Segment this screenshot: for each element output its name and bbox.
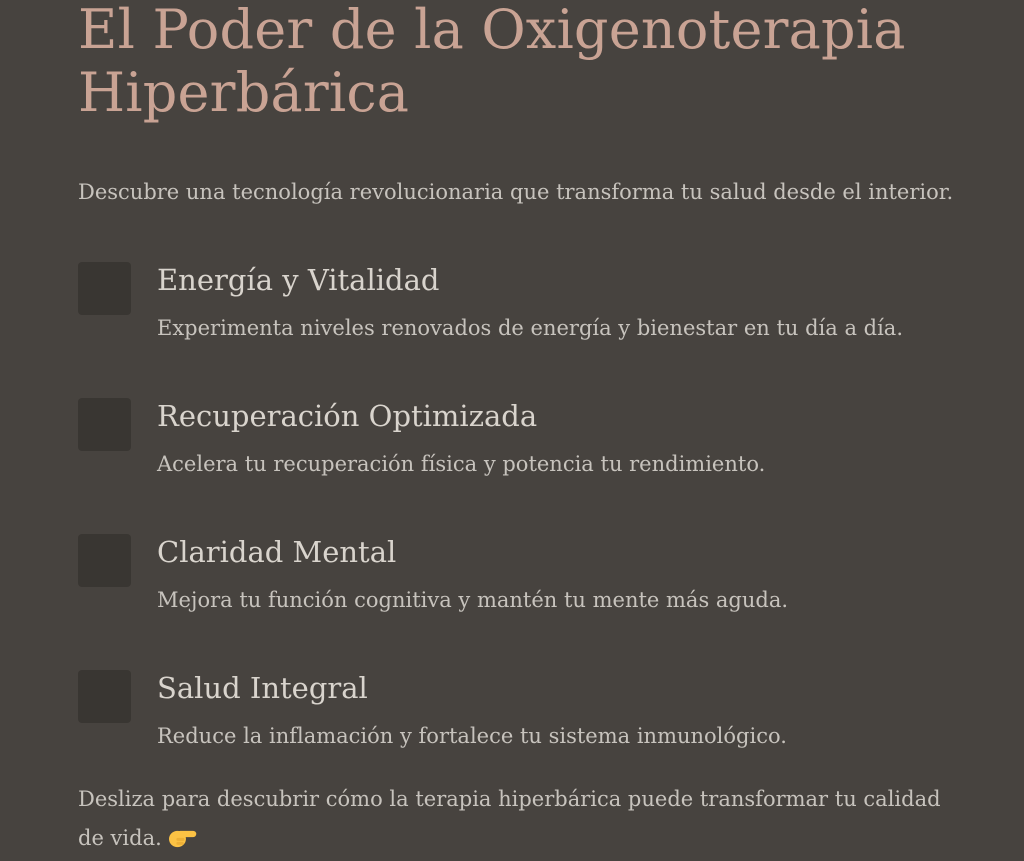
image-placeholder-icon <box>78 670 131 723</box>
page-subtitle: Descubre una tecnología revolucionaria que transforma tu salud desde el interior. <box>78 180 954 204</box>
feature-text <box>157 670 946 752</box>
swipe-hint-label: Desliza para descubrir cómo la terapia hiperbárica puede transformar tu calidad de vida. <box>78 787 941 850</box>
image-placeholder-icon <box>78 398 131 451</box>
feature-description: Experimenta niveles renovados de energía y bienestar en tu día a día. <box>157 316 904 340</box>
feature-item-salud <box>78 670 946 752</box>
feature-title: Salud Integral <box>157 671 368 705</box>
feature-title: Energía y Vitalidad <box>157 263 440 297</box>
page-title-line-1: El Poder de la Oxigenoterapia <box>78 0 906 61</box>
pointing-right-emoji <box>169 822 197 861</box>
image-placeholder-icon <box>78 534 131 587</box>
feature-description: Acelera tu recuperación física y potencia tu rendimiento. <box>157 452 766 476</box>
feature-item-claridad <box>78 534 946 616</box>
feature-text <box>157 262 946 344</box>
feature-description: Reduce la inflamación y fortalece tu sistema inmunológico. <box>157 724 787 748</box>
feature-title: Claridad Mental <box>157 535 397 569</box>
feature-description: Mejora tu función cognitiva y mantén tu mente más aguda. <box>157 588 789 612</box>
feature-item-recuperacion <box>78 398 946 480</box>
features-list <box>78 262 946 752</box>
page-title-line-2: Hiperbárica <box>78 61 410 124</box>
feature-item-energia <box>78 262 946 344</box>
page-title <box>78 0 946 124</box>
feature-text <box>157 534 946 616</box>
feature-title: Recuperación Optimizada <box>157 399 538 433</box>
swipe-hint-text <box>78 780 946 861</box>
image-placeholder-icon <box>78 262 131 315</box>
feature-text <box>157 398 946 480</box>
